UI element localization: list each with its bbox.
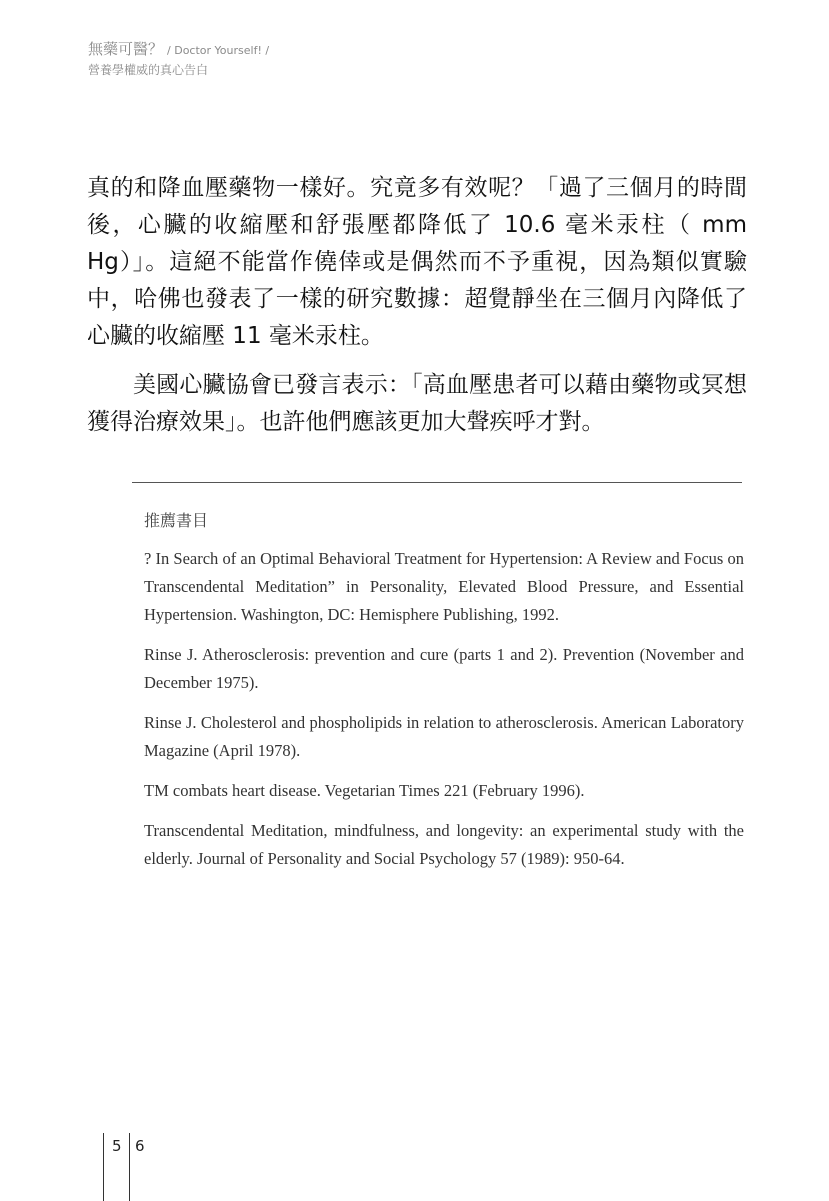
- footer-rule-left: [103, 1133, 104, 1201]
- recommended-reading-title: 推薦書目: [144, 511, 209, 530]
- header-title-line: [88, 40, 269, 60]
- book-title-zh: 無藥可醫？: [88, 40, 164, 58]
- section-divider: [132, 482, 742, 483]
- reference-item: TM combats heart disease. Vegetarian Times 221 (February 1996).: [144, 781, 585, 800]
- reference-item: Transcendental Meditation, mindfulness, and longevity: an experimental study with the elderly. Journal of Personality and Social Psychology 57 (1989): 950-64.: [144, 821, 744, 868]
- body-paragraph-1: 真的和降血壓藥物一樣好。究竟多有效呢？「過了三個月的時間後，心臟的收縮壓和舒張壓都降低了 10.6 毫米汞柱（ mm Hg）」。這絕不能當作僥倖或是偶然而不予重視，因為類似實驗中，哈佛也發表了一樣的研究數據：超覺靜坐在三個月內降低了心臟的收縮壓 11 毫米汞柱。: [87, 175, 747, 349]
- page-number-digit-1: 5: [112, 1137, 122, 1155]
- main-body-text: [87, 170, 747, 441]
- book-title-en: / Doctor Yourself! /: [167, 44, 270, 57]
- running-header: [88, 40, 269, 78]
- book-subtitle: 營養學權威的真心告白: [88, 63, 209, 77]
- reference-item: Rinse J. Cholesterol and phospholipids in relation to atherosclerosis. American Laboratory Magazine (April 1978).: [144, 713, 744, 760]
- recommended-reading: [144, 508, 744, 885]
- page-number-digit-2: 6: [135, 1137, 145, 1155]
- footer-rule-right: [129, 1133, 130, 1201]
- reference-item: Rinse J. Atherosclerosis: prevention and cure (parts 1 and 2). Prevention (November and December 1975).: [144, 645, 744, 692]
- reference-item: ? In Search of an Optimal Behavioral Treatment for Hypertension: A Review and Focus on Transcendental Meditation” in Personality, Elevated Blood Pressure, and Essential Hypertension. Washington, DC: Hemisphere Publishing, 1992.: [144, 549, 744, 624]
- body-paragraph-2: 美國心臟協會已發言表示：「高血壓患者可以藉由藥物或冥想獲得治療效果」。也許他們應該更加大聲疾呼才對。: [87, 372, 747, 435]
